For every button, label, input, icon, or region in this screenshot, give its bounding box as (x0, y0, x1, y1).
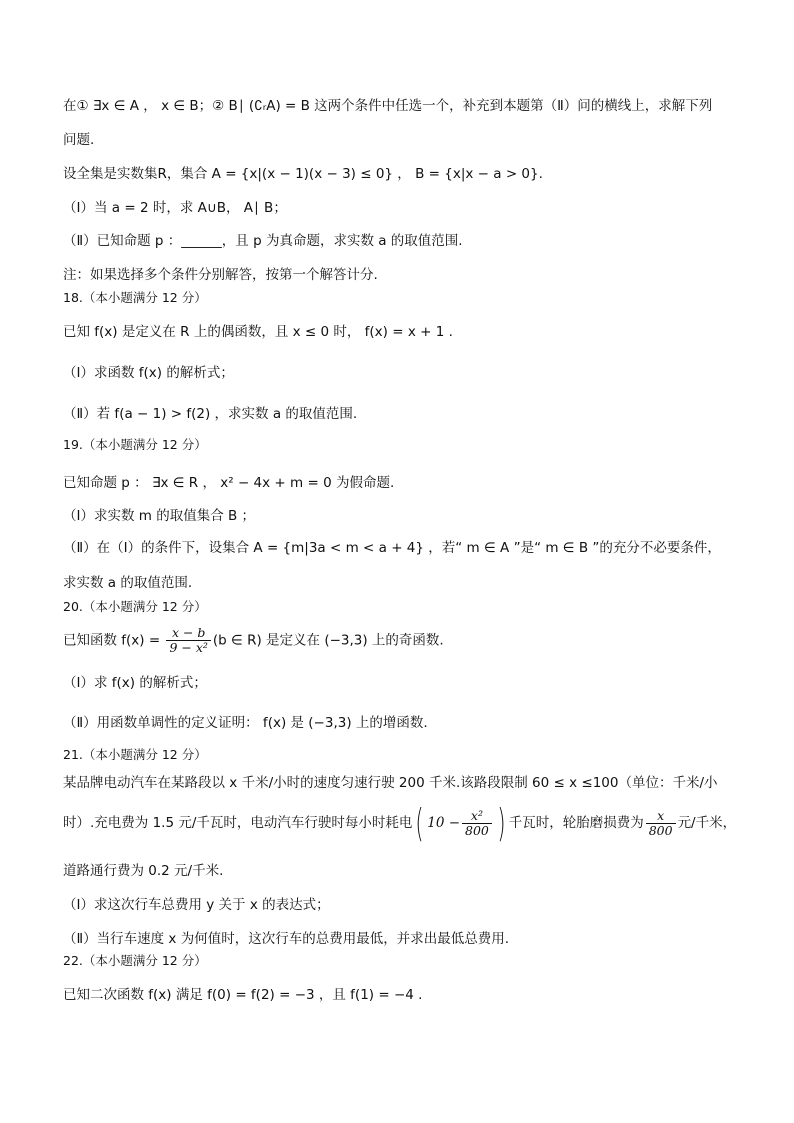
q21-paren-open: ( (415, 801, 424, 845)
q21-fraction-1 (462, 809, 492, 838)
text-line: 已知命题 p ： ∃x ∈ R ， x² − 4x + m = 0 为假命题. (63, 475, 395, 491)
q21-paren-close: ) (497, 801, 506, 845)
text-line: （Ⅱ）在（Ⅰ）的条件下，设集合 A = {m|3a < m < a + 4} ，若“ m ∈ A ”是“ m ∈ B ”的充分不必要条件， (63, 540, 721, 556)
problem-heading: 18.（本小题满分 12 分） (63, 290, 207, 305)
text-line: （Ⅱ）用函数单调性的定义证明： f(x) 是 (−3,3) 上的增函数. (63, 715, 428, 731)
text-line: （Ⅱ）当行车速度 x 为何值时，这次行车的总费用最低，并求出最低总费用. (63, 931, 510, 947)
text-line: （Ⅰ）求这次行车总费用 y 关于 x 的表达式； (63, 897, 330, 913)
text-line: （Ⅰ）当 a = 2 时，求 A∪B， A∣ B； (63, 200, 287, 216)
text-line: （Ⅱ）已知命题 p ：______，且 p 为真命题，求实数 a 的取值范围. (63, 233, 463, 249)
text-line: 已知 f(x) 是定义在 R 上的偶函数，且 x ≤ 0 时， f(x) = x + 1 . (63, 324, 453, 340)
q20-function-definition (63, 626, 754, 655)
q21-fraction-1-numerator: x² (462, 809, 492, 824)
problem-heading: 22.（本小题满分 12 分） (63, 953, 207, 968)
q20-suffix: (b ∈ R) 是定义在 (−3,3) 上的奇函数. (212, 632, 444, 649)
text-line: （Ⅰ）求实数 m 的取值集合 B ； (63, 508, 256, 524)
text-line: 注：如果选择多个条件分别解答，按第一个解答计分. (63, 267, 378, 283)
text-line: （Ⅰ）求 f(x) 的解析式； (63, 675, 207, 691)
text-line: 道路通行费为 0.2 元/千米. (63, 863, 224, 879)
problem-heading: 19.（本小题满分 12 分） (63, 437, 207, 452)
q20-fraction-numerator: x − b (166, 626, 210, 641)
q21-fraction-2 (646, 809, 676, 838)
q21-fraction-1-denominator: 800 (465, 822, 489, 838)
q21-part1: 时）.充电费为 1.5 元/千瓦时，电动汽车行驶时每小时耗电 (63, 815, 413, 831)
q21-part2: 千瓦时，轮胎磨损费为 (508, 815, 644, 831)
text-line: 求实数 a 的取值范围. (63, 575, 193, 591)
text-line: 问题. (63, 132, 95, 148)
problem-heading: 21.（本小题满分 12 分） (63, 747, 207, 762)
q21-fraction-2-numerator: x (646, 809, 676, 824)
problem-heading: 20.（本小题满分 12 分） (63, 599, 207, 614)
text-line: 已知二次函数 f(x) 满足 f(0) = f(2) = −3 ，且 f(1) = −4 . (63, 987, 423, 1003)
text-line: 在① ∃x ∈ A ， x ∈ B；② B∣ (∁ᵣA) = B 这两个条件中任选一个，补充到本题第（Ⅱ）问的横线上，求解下列 (63, 98, 713, 114)
text-line: 某品牌电动汽车在某路段以 x 千米/小时的速度匀速行驶 200 千米.该路段限制 60 ≤ x ≤100（单位：千米/小 (63, 775, 718, 791)
q20-prefix: 已知函数 f(x) = (63, 632, 165, 649)
text-line: （Ⅱ）若 f(a − 1) > f(2) ，求实数 a 的取值范围. (63, 406, 358, 422)
q21-inner-a: 10 − (427, 815, 461, 831)
text-line: 设全集是实数集R，集合 A = {x|(x − 1)(x − 3) ≤ 0} ， B = {x|x − a > 0}. (63, 166, 543, 182)
q21-fraction-2-denominator: 800 (648, 822, 673, 838)
q20-fraction-denominator: 9 − x² (169, 640, 208, 655)
q21-line-2 (63, 801, 754, 845)
q20-fraction (166, 626, 210, 655)
q21-part3: 元/千米， (677, 815, 737, 831)
text-line: （Ⅰ）求函数 f(x) 的解析式； (63, 365, 234, 381)
